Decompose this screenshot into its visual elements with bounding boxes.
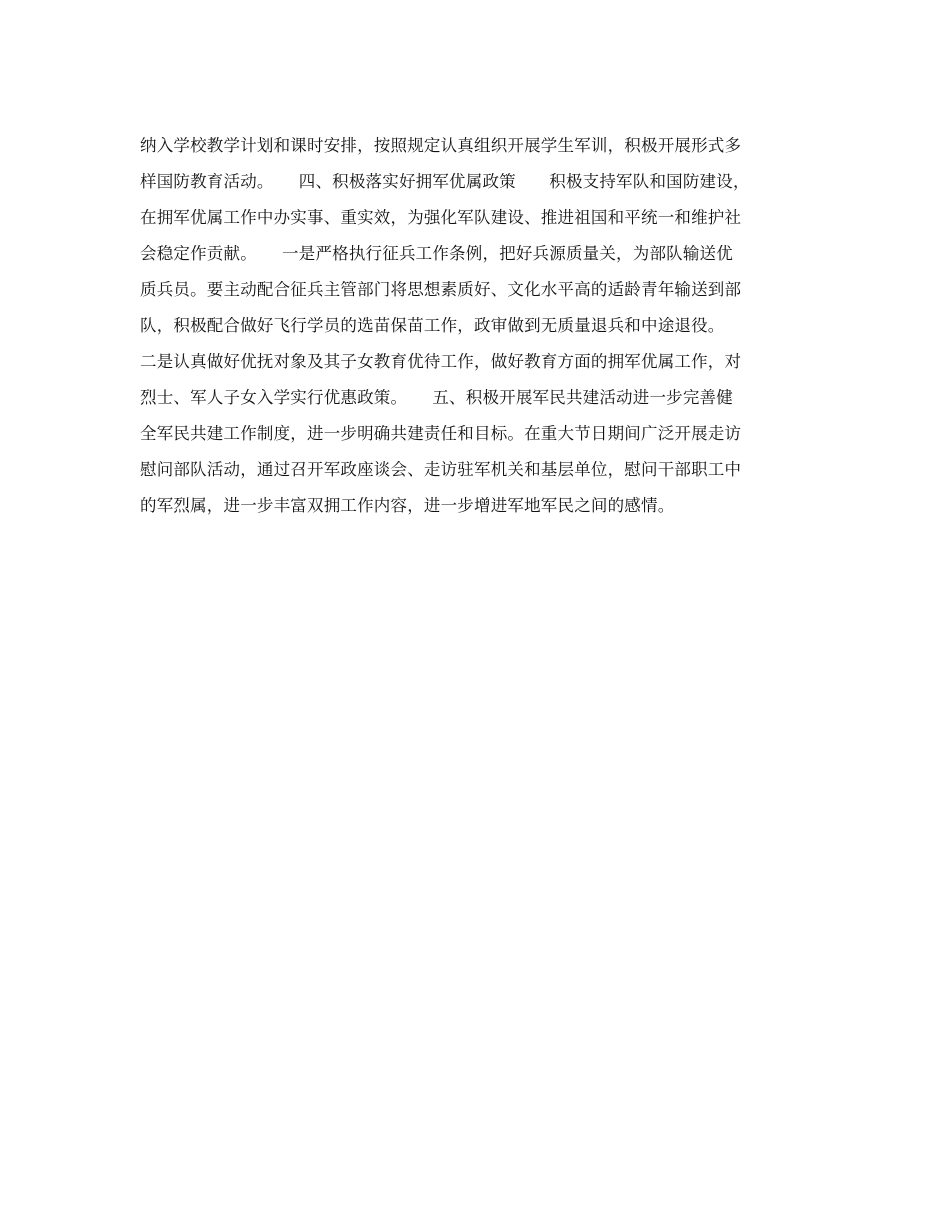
text-line: 在拥军优属工作中办实事、重实效，为强化军队建设、推进祖国和平统一和维护社 bbox=[140, 208, 742, 227]
text-line: 烈士、军人子女入学实行优惠政策。 五、积极开展军民共建活动进一步完善健 bbox=[140, 388, 733, 407]
text-line: 全军民共建工作制度，进一步明确共建责任和目标。在重大节日期间广泛开展走访 bbox=[140, 424, 742, 443]
text-line: 二是认真做好优抚对象及其子女教育优待工作，做好教育方面的拥军优属工作，对 bbox=[140, 352, 742, 371]
text-line: 会稳定作贡献。 一是严格执行征兵工作条例，把好兵源质量关，为部队输送优 bbox=[140, 244, 733, 263]
text-line: 队，积极配合做好飞行学员的选苗保苗工作，政审做到无质量退兵和中途退役。 bbox=[140, 316, 725, 335]
text-line: 的军烈属，进一步丰富双拥工作内容，进一步增进军地军民之间的感情。 bbox=[140, 496, 675, 515]
body-text bbox=[140, 128, 830, 524]
text-line: 质兵员。要主动配合征兵主管部门将思想素质好、文化水平高的适龄青年输送到部 bbox=[140, 280, 742, 299]
text-line: 纳入学校教学计划和课时安排，按照规定认真组织开展学生军训，积极开展形式多 bbox=[140, 136, 742, 155]
text-line: 慰问部队活动，通过召开军政座谈会、走访驻军机关和基层单位，慰问干部职工中 bbox=[140, 460, 742, 479]
text-line: 样国防教育活动。 四、积极落实好拥军优属政策 积极支持军队和国防建设， bbox=[140, 172, 750, 191]
